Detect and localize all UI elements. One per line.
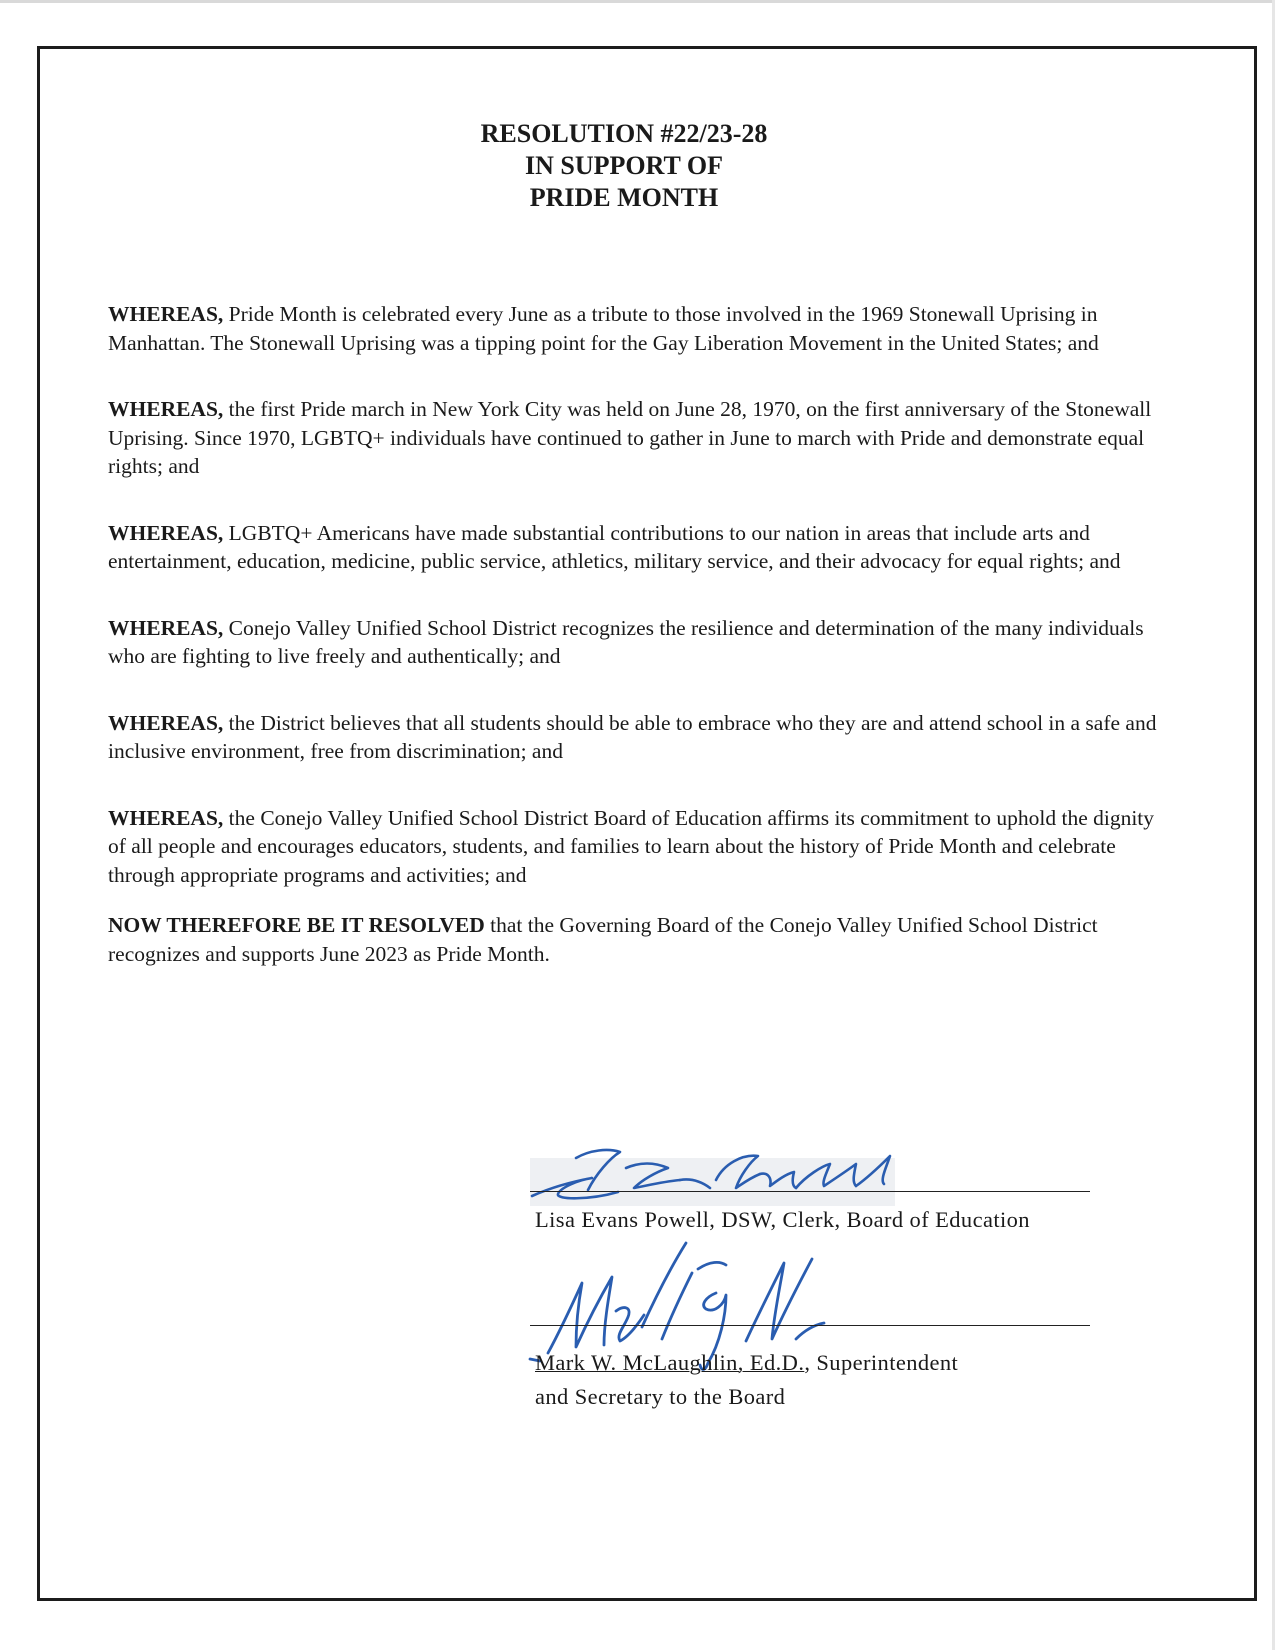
whereas-paragraph-3 — [108, 519, 1168, 576]
paragraph-lead: WHEREAS, — [108, 805, 224, 830]
clerk-signature-caption: Lisa Evans Powell, DSW, Clerk, Board of Education — [535, 1207, 1030, 1232]
paragraph-lead: NOW THEREFORE BE IT RESOLVED — [108, 913, 485, 937]
title-line-3: PRIDE MONTH — [529, 183, 719, 212]
paragraph-lead: WHEREAS, — [108, 397, 224, 421]
paragraph-lead: WHEREAS, — [108, 710, 224, 735]
title-line-2: IN SUPPORT OF — [525, 151, 723, 180]
superintendent-title: , Superintendent — [804, 1350, 959, 1375]
resolution-body — [108, 300, 1168, 968]
paragraph-lead: WHEREAS, — [108, 615, 224, 640]
paragraph-text: the District believes that all students should be able to embrace who they are and attend school in a safe and inclusive environment, free from discrimination; and — [108, 710, 1157, 763]
superintendent-title-line-2: and Secretary to the Board — [535, 1384, 786, 1409]
superintendent-signature-line — [530, 1325, 1090, 1326]
whereas-paragraph-4 — [108, 614, 1168, 671]
paragraph-text: LGBTQ+ Americans have made substantial contributions to our nation in areas that include arts and entertainment, education, medicine, public service, athletics, military service, and their advocacy for equal rights; and — [108, 520, 1121, 573]
superintendent-name: Mark W. McLaughlin, Ed.D. — [535, 1350, 805, 1375]
paragraph-text: Conejo Valley Unified School District recognizes the resilience and determination of the many individuals who are fighting to live freely and authentically; and — [108, 615, 1144, 668]
paragraph-text: the first Pride march in New York City was held on June 28, 1970, on the first anniversary of the Stonewall Uprising. Since 1970, LGBTQ+ individuals have continued to gather in June to march with Pride and demonstrate equal rights; and — [108, 397, 1152, 478]
title-line-1: RESOLUTION #22/23-28 — [480, 119, 768, 148]
clerk-signature — [530, 1128, 910, 1208]
paragraph-text: Pride Month is celebrated every June as a tribute to those involved in the 1969 Stonewall Uprising in Manhattan. The Stonewall Uprising was a tipping point for the Gay Liberation Movement in the United States; and — [108, 302, 1099, 355]
superintendent-signature-caption — [535, 1346, 958, 1380]
paragraph-text: that the Governing Board of the Conejo Valley Unified School District recognizes and supports June 2023 as Pride Month. — [108, 913, 1098, 966]
paragraph-text: the Conejo Valley Unified School District Board of Education affirms its commitment to uphold the dignity of all people and encourages educators, students, and families to learn about the history of Pride Month and celebrate through appropriate programs and activities; and — [108, 805, 1155, 887]
whereas-paragraph-5 — [108, 709, 1168, 766]
scan-edge-top — [0, 0, 1275, 3]
resolution-title — [0, 118, 1248, 214]
resolved-paragraph — [108, 911, 1168, 968]
clerk-signature-line — [530, 1191, 1090, 1192]
whereas-paragraph-1 — [108, 300, 1168, 357]
paragraph-lead: WHEREAS, — [108, 520, 224, 545]
whereas-paragraph-2 — [108, 395, 1168, 481]
whereas-paragraph-6 — [108, 804, 1168, 890]
paragraph-lead: WHEREAS, — [108, 302, 224, 326]
